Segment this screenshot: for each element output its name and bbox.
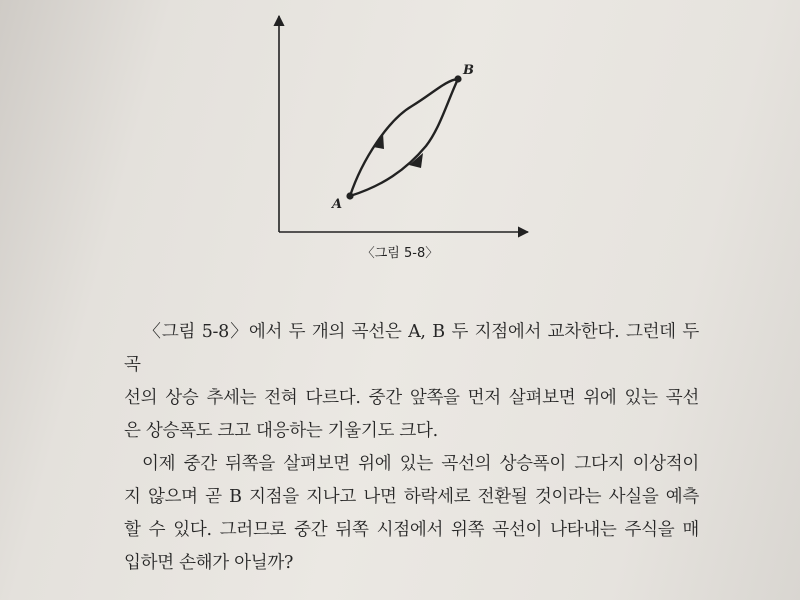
upper-curve-arrow xyxy=(373,133,384,149)
figure-5-8 xyxy=(270,10,540,240)
body-line: 할 수 있다. 그러므로 중간 뒤쪽 시점에서 위쪽 곡선이 나타내는 주식을 매 xyxy=(124,520,699,540)
body-line: 선의 상승 추세는 전혀 다르다. 중간 앞쪽을 먼저 살펴보면 위에 있는 곡선 xyxy=(124,388,699,408)
point-b xyxy=(454,75,461,82)
body-line: 〈그림 5-8〉에서 두 개의 곡선은 A, B 두 지점에서 교차한다. 그런데 두 곡 xyxy=(124,322,699,375)
body-line: 입하면 손해가 아닐까? xyxy=(124,553,294,573)
upper-curve xyxy=(350,79,458,196)
body-text xyxy=(124,316,699,580)
body-line: 이제 중간 뒤쪽을 살펴보면 위에 있는 곡선의 상승폭이 그다지 이상적이 xyxy=(142,454,699,474)
point-b-label: B xyxy=(463,63,474,78)
show-through-area xyxy=(600,180,750,220)
body-line: 지 않으며 곧 B 지점을 지나고 나면 하락세로 전환될 것이라는 사실을 예측 xyxy=(124,487,699,507)
body-line: 은 상승폭도 크고 대응하는 기울기도 크다. xyxy=(124,421,438,441)
lower-curve xyxy=(350,79,458,196)
curves-diagram xyxy=(270,10,540,240)
point-a-label: A xyxy=(332,197,343,212)
point-a xyxy=(346,192,353,199)
figure-caption: 〈그림 5-8〉 xyxy=(361,246,439,261)
